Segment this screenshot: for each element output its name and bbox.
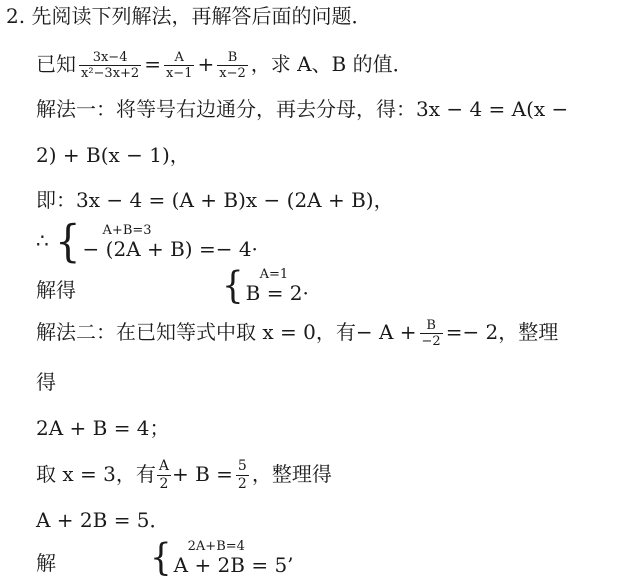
fraction-left	[79, 50, 141, 81]
method2-line3: 2A + B = 4；	[36, 416, 170, 440]
method1-line3: 即：3x − 4 = (A + B)x − (2A + B)，	[36, 188, 394, 212]
fraction-a-denominator: x−1	[165, 66, 193, 81]
method1-system-line	[36, 216, 258, 268]
method2-fraction-five-numerator: 5	[237, 458, 247, 474]
therefore-symbol: ∴	[36, 228, 49, 253]
method1-solution-top: A=1	[259, 267, 289, 282]
fraction-left-denominator: x²−3x+2	[81, 66, 140, 81]
method2-system-line	[150, 536, 294, 580]
method1-solution-bottom: B = 2·	[245, 281, 309, 305]
method2-line4-start: 取 x = 3，有	[36, 462, 156, 486]
method2-line4-end: ，整理得	[251, 462, 332, 486]
method1-system-top: A+B=3	[102, 223, 152, 238]
plus-sign: +	[197, 52, 215, 76]
fraction-a-numerator: A	[164, 50, 195, 66]
method1-solution	[222, 264, 309, 308]
method2-line4	[36, 458, 332, 493]
method2-system	[174, 540, 294, 576]
method1-system	[83, 224, 258, 260]
fraction-a	[164, 50, 195, 81]
left-brace: {	[55, 216, 81, 268]
given-equation-line	[36, 50, 413, 81]
fraction-b-numerator: B	[217, 50, 248, 66]
method1-line2: 2) + B(x − 1)，	[36, 143, 190, 167]
fraction-b-denominator: x−2	[219, 66, 246, 81]
problem-intro-line	[6, 4, 371, 28]
problem-intro: 先阅读下列解法，再解答后面的问题．	[31, 4, 372, 28]
method2-solve-label: 解	[36, 551, 56, 575]
method2-fraction-a-numerator: A	[158, 458, 169, 474]
equals-sign: =	[144, 52, 161, 76]
problem-number: 2.	[6, 4, 26, 28]
method2-fraction-denominator: −2	[421, 334, 441, 349]
method2-fraction-a-denominator: 2	[159, 476, 169, 492]
given-prefix: 已知	[36, 52, 76, 76]
method2-system-top: 2A+B=4	[187, 539, 245, 554]
method2-line2: 得	[36, 370, 56, 394]
method2-line5: A + 2B = 5．	[36, 508, 170, 532]
left-brace: {	[150, 536, 172, 580]
method2-line4-mid: + B =	[171, 462, 233, 486]
fraction-b	[217, 50, 248, 81]
given-suffix: ，求 A、B 的值．	[250, 52, 413, 76]
method1-system-bottom: − (2A + B) =− 4·	[82, 237, 258, 261]
method2-fraction-five-halves	[236, 458, 249, 493]
method2-line1-start: 解法二：在已知等式中取 x = 0，有− A +	[36, 320, 417, 344]
left-brace: {	[222, 264, 244, 308]
method1-solve-label: 解得	[36, 278, 76, 302]
method2-fraction-numerator: B	[420, 318, 443, 334]
method2-line1-end: =− 2，整理	[445, 320, 559, 344]
method2-fraction	[420, 318, 443, 349]
method2-system-bottom: A + 2B = 5’	[173, 553, 294, 577]
method1-solution-system	[246, 268, 309, 304]
method1-line1: 解法一：将等号右边通分，再去分母，得：3x − 4 = A(x −	[36, 97, 569, 121]
fraction-left-numerator: 3x−4	[79, 50, 141, 66]
method2-line1	[36, 318, 558, 349]
method2-fraction-a	[157, 458, 171, 493]
method2-fraction-five-denominator: 2	[237, 476, 247, 492]
